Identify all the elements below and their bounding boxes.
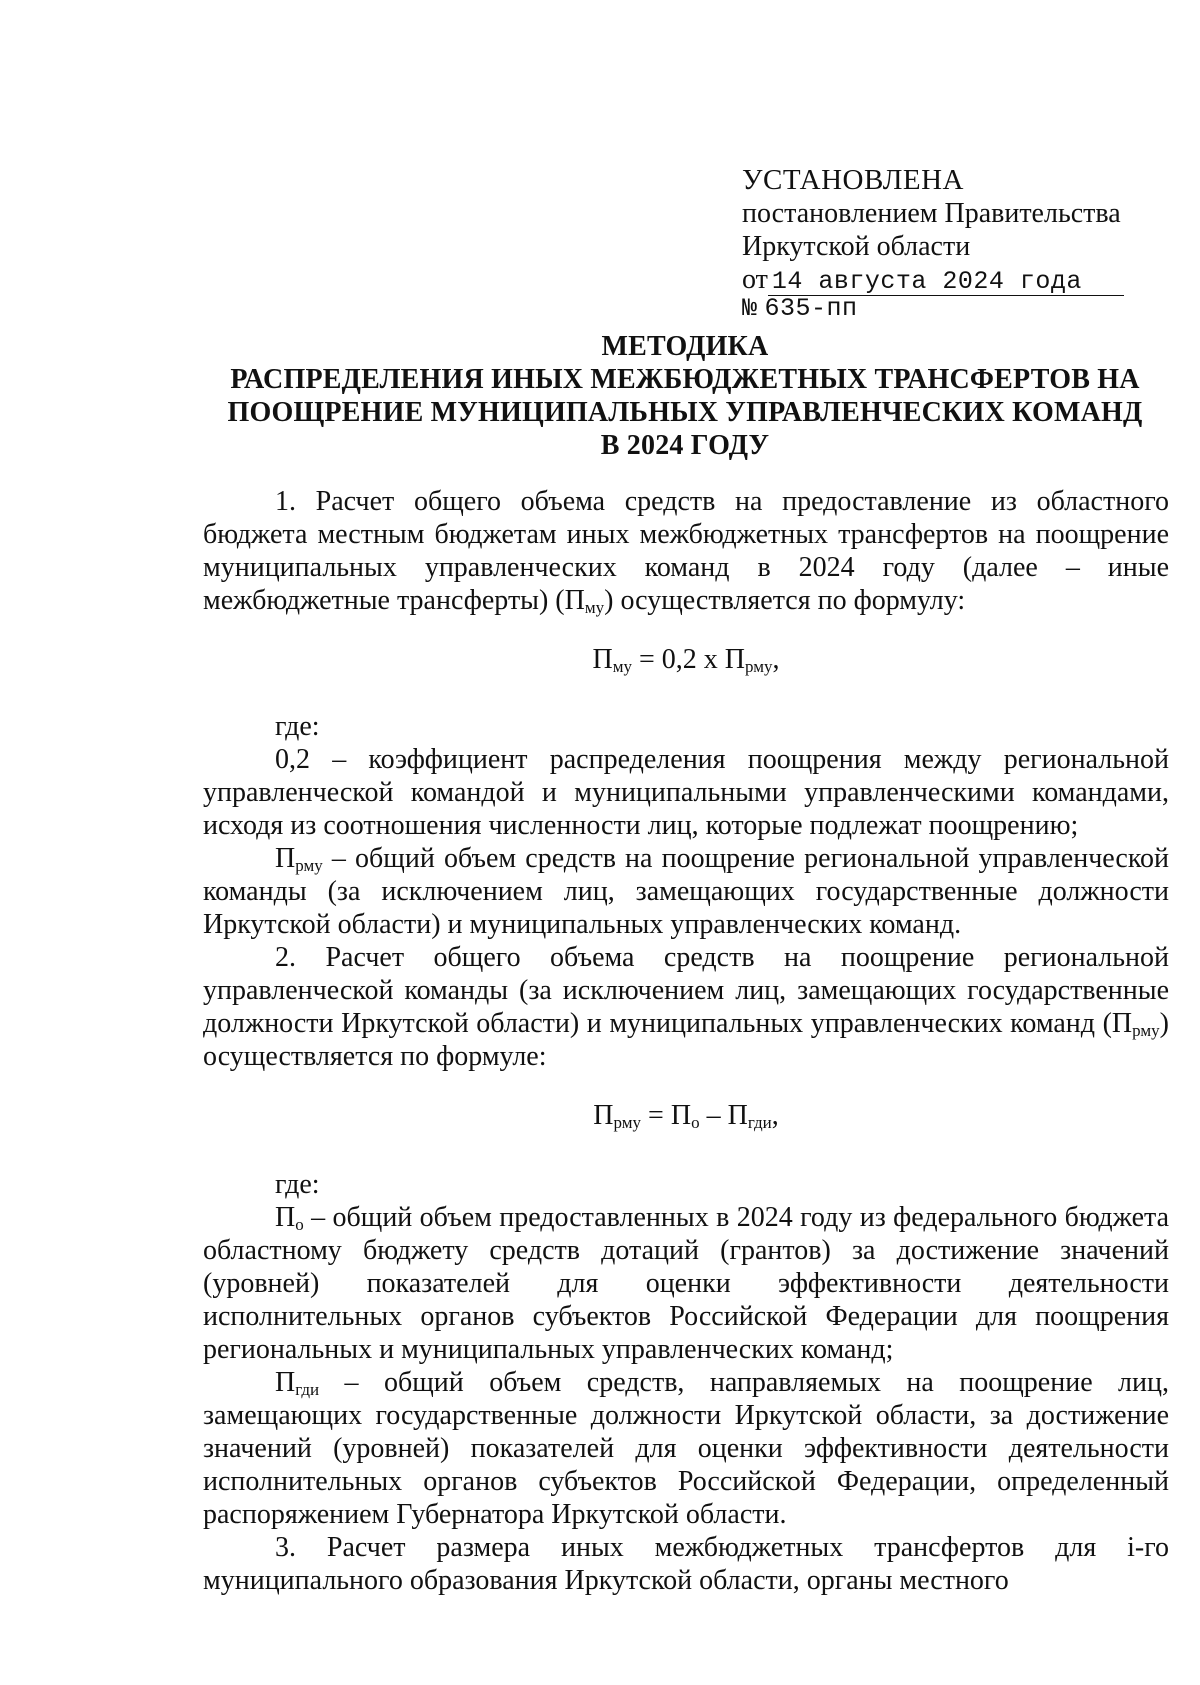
section-3: 3. Расчет размера иных межбюджетных трансфертов для i-го муниципального образования Иркутской области, органы местного bbox=[203, 1532, 1169, 1596]
number-value: 635-пп bbox=[764, 294, 858, 323]
approval-stamp: УСТАНОВЛЕНА bbox=[742, 164, 964, 196]
approval-block bbox=[742, 164, 1142, 323]
definition-coefficient: 0,2 – коэффициент распределения поощрения между региональной управленческой командой и муниципальными управленческими командами, исходя из соотношения численности лиц, которые подлежат поощрению; bbox=[203, 744, 1169, 841]
definition-pgdi: $П_{гди}$ – общий объем средств, направляемых на поощрение лиц, замещающих государственные должности Иркутской области, за достижение значений (уровней) показателей для оценки эффективности деятельности исполнительных органов субъектов Российской Федерации, определенный распоряжением Губернатора Иркутской области. bbox=[203, 1367, 1169, 1530]
document-body bbox=[203, 485, 1169, 1597]
date-prefix: от bbox=[742, 264, 768, 295]
date-value: 14 августа 2024 года bbox=[768, 269, 1124, 296]
formula-1: $П_{му} = 0,2$ х $П_{рму}$, bbox=[592, 644, 780, 676]
document-title bbox=[200, 330, 1170, 462]
definition-prmu: $П_{рму}$ – общий объем средств на поощрение региональной управленческой команды (за исключением лиц, замещающих государственные должности Иркутской области) и муниципальных управленческих команд. bbox=[203, 843, 1169, 940]
section-1: 1. Расчет общего объема средств на предоставление из областного бюджета местным бюджетам иных межбюджетных трансфертов на поощрение муниципальных управленческих команд в 2024 году (далее – иные межбюджетные трансферты) $(П_{му})$ осуществляется по формулу: bbox=[203, 486, 1169, 617]
approval-date bbox=[742, 263, 1142, 296]
title-line-4: В 2024 ГОДУ bbox=[600, 430, 770, 461]
section-2: 2. Расчет общего объема средств на поощрение региональной управленческой команды (за исключением лиц, замещающих государственные должности Иркутской области) и муниципальных управленческих команд $(П_{рму})$ осуществляется по формуле: bbox=[203, 942, 1169, 1072]
title-line-2: РАСПРЕДЕЛЕНИЯ ИНЫХ МЕЖБЮДЖЕТНЫХ ТРАНСФЕРТОВ НА bbox=[230, 364, 1140, 395]
formula-2: $П_{рму} = П_о - П_{гди}$, bbox=[593, 1100, 779, 1132]
approval-line-2: Иркутской области bbox=[742, 231, 971, 262]
number-prefix: № bbox=[742, 294, 758, 323]
definition-po: $П_о$ – общий объем предоставленных в 2024 году из федерального бюджета областному бюджету средств дотаций (грантов) за достижение значений (уровней) показателей для оценки эффективности деятельности исполнительных органов субъектов Российской Федерации для поощрения региональных и муниципальных управленческих команд; bbox=[203, 1202, 1169, 1365]
approval-number bbox=[742, 293, 1142, 323]
title-line-3: ПООЩРЕНИЕ МУНИЦИПАЛЬНЫХ УПРАВЛЕНЧЕСКИХ КОМАНД bbox=[227, 397, 1143, 428]
approval-line-1: постановлением Правительства bbox=[742, 198, 1121, 229]
title-line-1: МЕТОДИКА bbox=[601, 331, 769, 362]
where-label-2: где: bbox=[275, 1169, 320, 1200]
where-label-1: где: bbox=[275, 711, 320, 742]
